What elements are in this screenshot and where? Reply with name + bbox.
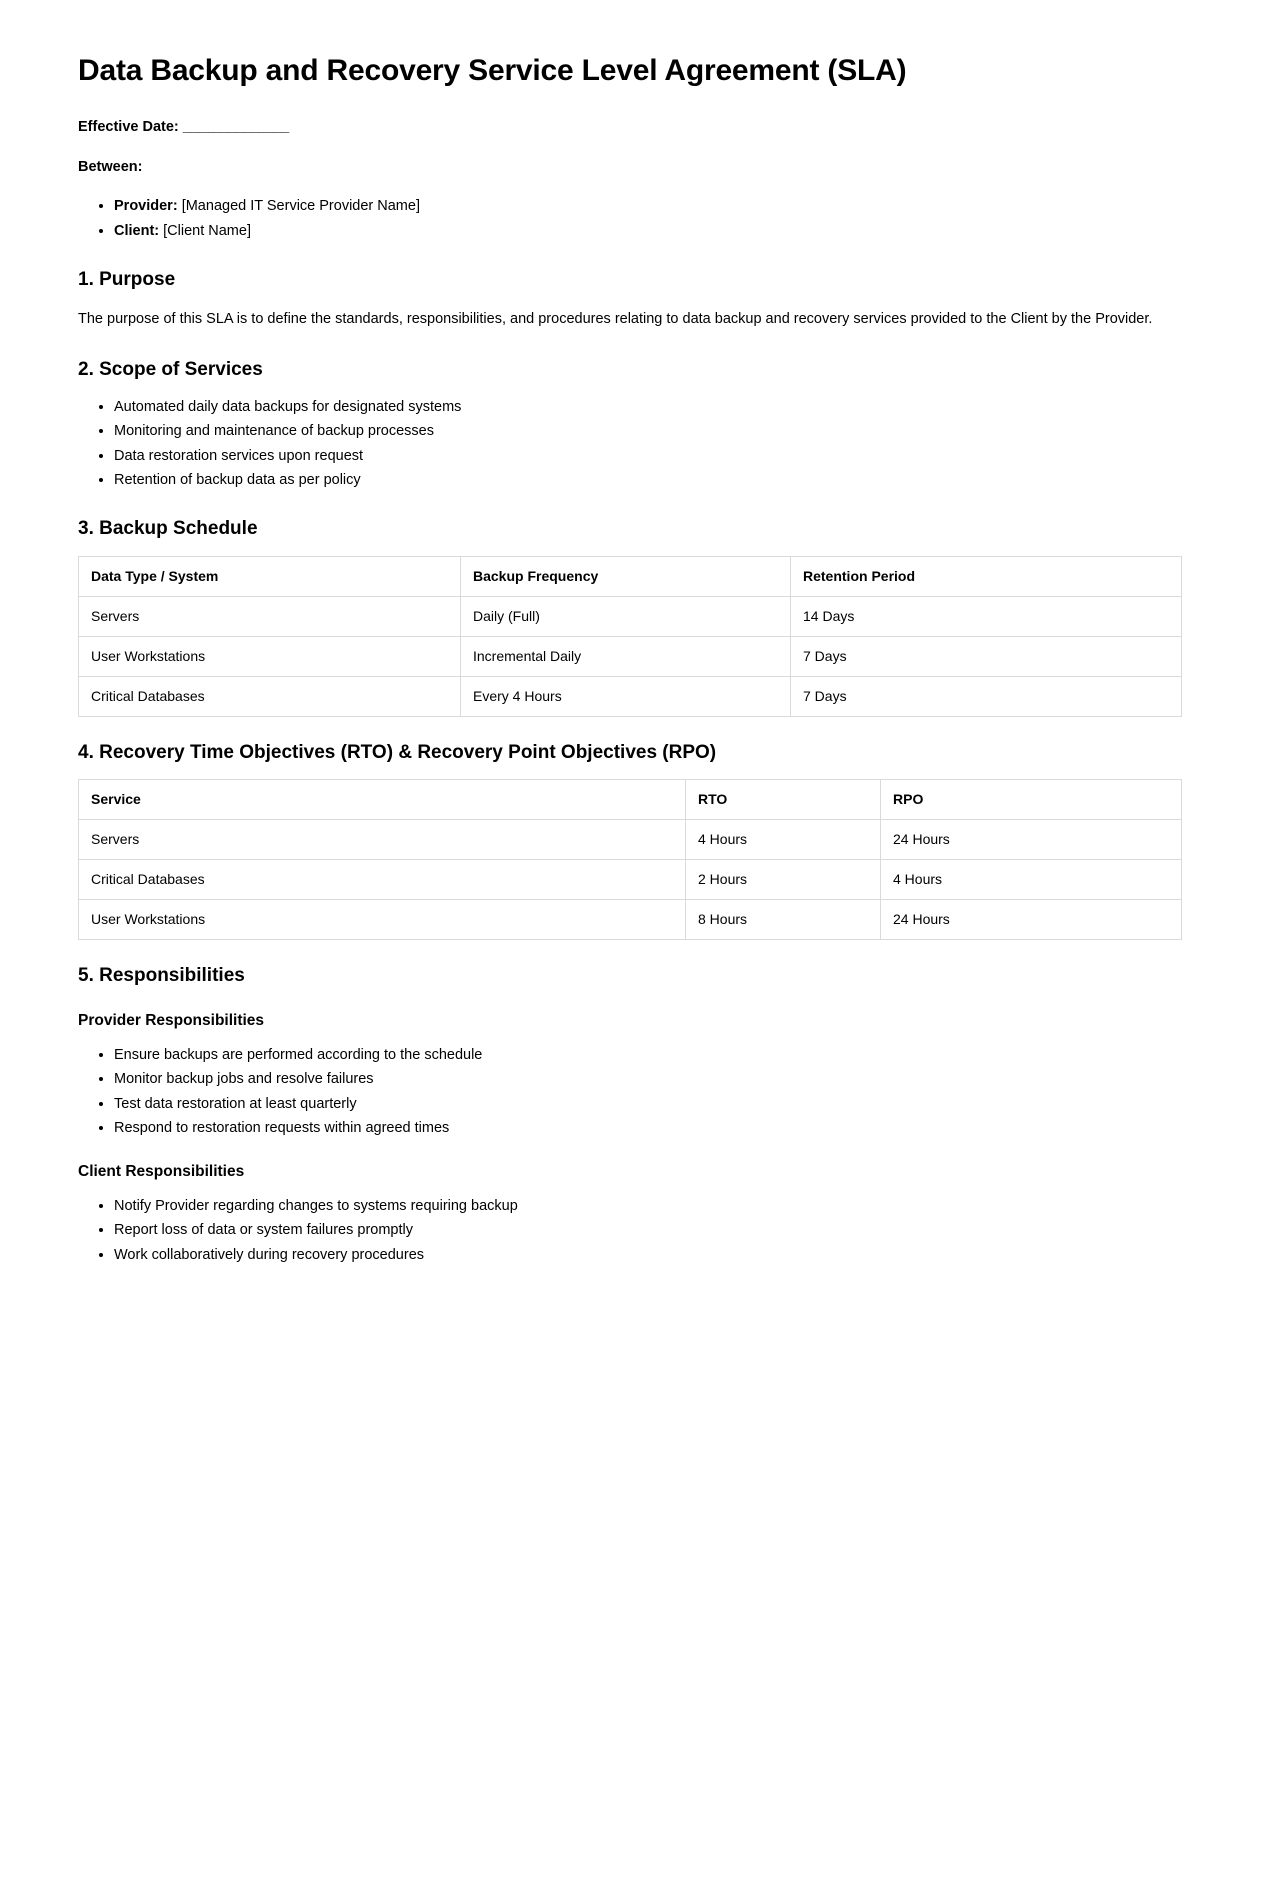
party-value-provider: [Managed IT Service Provider Name] [181,198,420,215]
list-item: • Work collaboratively during recovery procedures [114,1245,1181,1266]
list-item: • Retention of backup data as per policy [114,470,1181,491]
table-header-row [79,557,1182,597]
column-header: Service [79,780,686,820]
effective-date-blank: ______________ [182,118,289,135]
subsection-heading-provider-responsibilities: Provider Responsibilities [78,1011,265,1029]
list-item: • Monitor backup jobs and resolve failures [114,1069,1181,1090]
table-cell: 7 Days [791,676,1182,716]
effective-date-line [78,116,1181,138]
table-row [79,860,1182,900]
table-cell: 7 Days [791,636,1182,676]
page-title: Data Backup and Recovery Service Level Agreement (SLA) [78,54,907,87]
parties-list [78,196,1181,242]
table-cell: Critical Databases [79,860,686,900]
column-header: Data Type / System [79,557,461,597]
column-header: RPO [881,780,1182,820]
purpose-paragraph: The purpose of this SLA is to define the standards, responsibilities, and procedures relating to data backup and recovery services provided to the Client by the Provider. [78,311,1153,328]
column-header: Retention Period [791,557,1182,597]
section-heading-scope: 2. Scope of Services [78,358,263,380]
list-item: • Report loss of data or system failures promptly [114,1220,1181,1241]
table-cell: 4 Hours [881,860,1182,900]
table-cell: Incremental Daily [461,636,791,676]
effective-date-label: Effective Date: [78,118,179,135]
table-row [79,597,1182,637]
table-cell: 24 Hours [881,900,1182,940]
list-item-client [114,221,1181,242]
party-value-client: [Client Name] [163,222,251,239]
table-cell: Critical Databases [79,676,461,716]
section-heading-purpose: 1. Purpose [78,269,176,291]
table-cell: Servers [79,820,686,860]
column-header: Backup Frequency [461,557,791,597]
scope-list [78,397,1181,492]
subsection-heading-client-responsibilities: Client Responsibilities [78,1162,245,1180]
table-row [79,900,1182,940]
table-cell: Daily (Full) [461,597,791,637]
table-cell: 8 Hours [686,900,881,940]
table-cell: 2 Hours [686,860,881,900]
column-header: RTO [686,780,881,820]
table-cell: 24 Hours [881,820,1182,860]
table-cell: 4 Hours [686,820,881,860]
table-row [79,676,1182,716]
table-header-row [79,780,1182,820]
between-label: Between: [78,158,143,175]
list-item: • Automated daily data backups for designated systems [114,397,1181,418]
table-row [79,636,1182,676]
table-cell: User Workstations [79,900,686,940]
list-item: • Monitoring and maintenance of backup processes [114,421,1181,442]
table-cell: Servers [79,597,461,637]
table-cell: 14 Days [791,597,1182,637]
party-role-provider: Provider: [114,198,178,215]
section-heading-responsibilities: 5. Responsibilities [78,964,245,986]
table-cell: Every 4 Hours [461,676,791,716]
client-responsibilities-list [78,1196,1181,1266]
list-item: • Ensure backups are performed according to the schedule [114,1045,1181,1066]
backup-schedule-table [78,556,1182,717]
list-item: • Test data restoration at least quarterly [114,1094,1181,1115]
list-item: • Respond to restoration requests within agreed times [114,1118,1181,1139]
section-heading-objectives: 4. Recovery Time Objectives (RTO) & Recovery Point Objectives (RPO) [78,741,717,763]
list-item-provider [114,196,1181,217]
list-item: • Notify Provider regarding changes to systems requiring backup [114,1196,1181,1217]
table-cell: User Workstations [79,636,461,676]
provider-responsibilities-list [78,1045,1181,1140]
list-item: • Data restoration services upon request [114,446,1181,467]
section-heading-backup-schedule: 3. Backup Schedule [78,518,258,540]
table-row [79,820,1182,860]
party-role-client: Client: [114,222,160,239]
rto-rpo-table [78,779,1182,940]
